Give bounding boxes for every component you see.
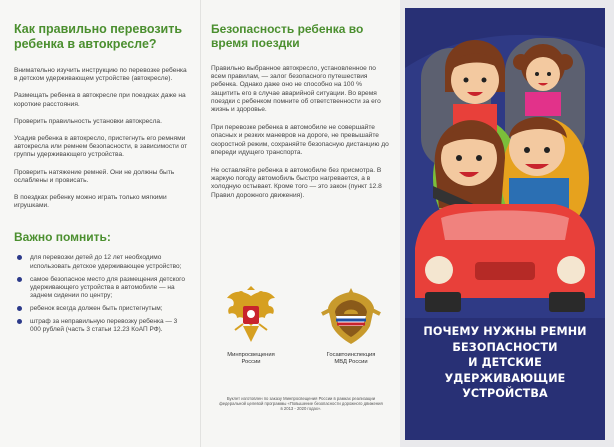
logo-caption-line: Минпросвещения <box>227 352 275 358</box>
cover-title-line: БЕЗОПАСНОСТИ <box>452 340 558 354</box>
logos-row <box>211 286 391 386</box>
logo-caption-line: Госавтоинспекция <box>326 352 376 358</box>
cover-panel <box>405 8 605 440</box>
list-item <box>14 305 188 313</box>
left-panel <box>0 0 200 447</box>
double-headed-eagle-icon <box>223 286 279 348</box>
instruction-paragraph: Внимательно изучить инструкцию по перевозке ребенка в детском удерживающем устройстве (автокресле). <box>14 67 187 83</box>
important-list <box>14 254 188 334</box>
family-in-car-illustration <box>405 8 605 318</box>
ministry-logo <box>211 286 291 366</box>
how-to-carry-heading: Как правильно перевозить ребенка в автокресле? <box>14 22 183 51</box>
logo-caption-line: МВД России <box>334 359 368 366</box>
instruction-paragraph: Проверить правильность установки автокресла. <box>14 117 162 125</box>
bullet-dot-icon <box>17 306 22 311</box>
cover-title-line: И ДЕТСКИЕ <box>468 356 542 369</box>
logo-caption <box>311 352 391 366</box>
instruction-paragraph: Проверить натяжение ремней. Они не должны быть ослаблены и провисать. <box>14 168 175 184</box>
bullet-dot-icon <box>17 277 22 282</box>
middle-panel <box>200 0 400 447</box>
bullet-dot-icon <box>17 255 22 260</box>
traffic-police-emblem-icon <box>320 286 382 348</box>
important-heading: Важно помнить: <box>14 230 111 245</box>
instruction-paragraph: Размещать ребенка в автокресле при поездках даже на короткие расстояния. <box>14 92 186 108</box>
instruction-paragraph: В поездках ребенку можно играть только мягкими игрушками. <box>14 194 167 210</box>
traffic-police-logo <box>311 286 391 366</box>
logo-caption-line: России <box>241 359 261 366</box>
footnote: Буклет изготовлен по заказу Минпросвещения России в рамках реализации федеральной целевой программы «Повышение безопасности дорожного движения в 2013 - 2020 годах». <box>219 396 383 412</box>
cover-title <box>411 324 599 402</box>
safety-paragraph: Правильно выбранное автокресло, установленное по всем правилам, — залог безопасного путешествия ребенка. Однако даже оно не способно на 100 % защитить его в случае аварийной ситуации. Во время поездки с ребенком помните об ответственности за его жизнь и здоровье. <box>211 65 381 114</box>
bullet-dot-icon <box>17 319 22 324</box>
list-item-text: ребенок всегда должен быть пристегнутым; <box>30 304 163 312</box>
cover-title-line: УСТРОЙСТВА <box>462 387 548 400</box>
list-item-text: штраф за неправильную перевозку ребенка — 3 000 рублей (часть 3 статьи 12.23 КоАП РФ). <box>30 318 178 334</box>
list-item-text: самое безопасное место для размещения детского удерживающего устройства в автомобиле — на заднем сидении по центру; <box>30 275 185 299</box>
list-item <box>14 318 188 334</box>
cover-title-line: ПОЧЕМУ НУЖНЫ РЕМНИ <box>423 325 587 338</box>
safety-paragraph: При перевозке ребенка в автомобиле не совершайте опасных и резких маневров на дороге, не превышайте скоростной режим, сохраняйте безопасную дистанцию до впереди идущего транспорта. <box>211 124 389 156</box>
list-item-text: для перевозки детей до 12 лет необходимо использовать детское удерживающее устройство; <box>30 254 182 270</box>
cover-title-line: УДЕРЖИВАЮЩИЕ <box>444 371 566 385</box>
logo-caption <box>211 352 291 366</box>
child-safety-heading: Безопасность ребенка во время поездки <box>211 22 364 50</box>
safety-paragraph: Не оставляйте ребенка в автомобиле без присмотра. В жаркую погоду автомобиль быстро нагревается, а в холодную остывает. Кроме того — это закон (пункт 12.8 Правил дорожного движения). <box>211 167 382 199</box>
instruction-paragraph: Усадив ребенка в автокресло, пристегнуть его ремнями автокресла или ремнем безопасности, в зависимости от группы удерживающего устройства. <box>14 135 188 159</box>
list-item <box>14 254 188 270</box>
list-item <box>14 276 188 300</box>
